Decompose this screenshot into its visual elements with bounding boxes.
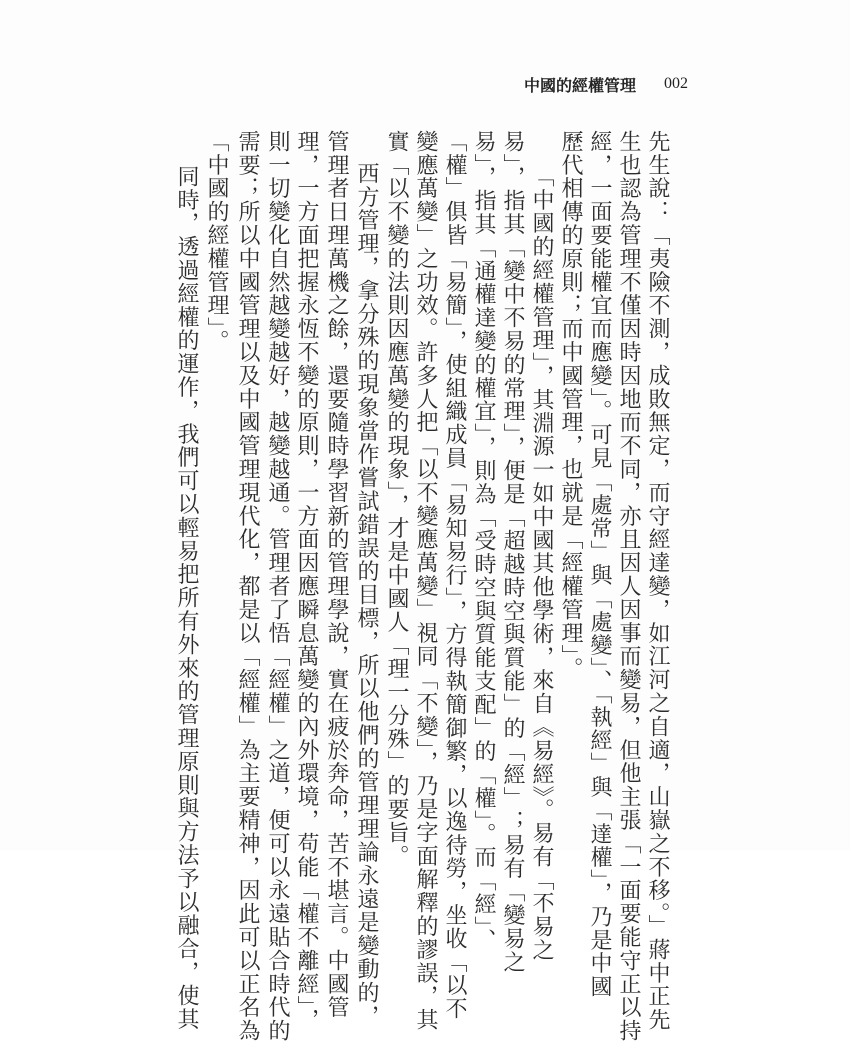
text-column: 需要；所以中國管理以及中國管理現代化，都是以「經權」為主要精神，因此可以正名為 <box>235 130 260 1043</box>
running-head-title: 中國的經權管理 <box>523 75 636 95</box>
text-column: 經，一面要能權宜而應變」。可見「處常」與「處變」、「執經」與「達權」，乃是中國 <box>587 130 612 999</box>
text-column: 管理者日理萬機之餘，還要隨時學習新的管理學說，實在疲於奔命，苦不堪言。中國管 <box>324 130 349 1020</box>
text-column: 則一切變化自然越變越好，越變越通。管理者了悟「經權」之道，便可以永遠貼合時代的 <box>265 130 290 1043</box>
page-number: 002 <box>664 75 688 92</box>
text-column: 歷代相傳的原則；而中國管理，也就是「經權管理」。 <box>558 130 583 681</box>
text-column: 變應萬變」之功效。許多人把「以不變應萬變」視同「不變」，乃是字面解釋的謬誤，其 <box>413 130 438 1032</box>
text-column: 「權」俱皆「易簡」，使組織成員「易知易行」，方得執簡御繁，以逸待勞，坐收「以不 <box>442 130 467 1021</box>
text-column: 理，一方面把握永恆不變的原則，一方面因應瞬息萬變的內外環境，苟能「權不離經」， <box>294 130 319 1032</box>
text-column: 「中國的經權管理」，其淵源一如中國其他學術，來自《易經》。易有「不易之 <box>529 165 554 962</box>
text-column: 實「以不變的法則因應萬變的現象」，才是中國人「理一分殊」的要旨。 <box>384 130 409 868</box>
text-column: 生也認為管理不僅因時因地而不同，亦且因人因事而變易，但他主張「一面要能守正以持 <box>616 130 641 1043</box>
text-column: 先生說：「夷險不測，成敗無定，而守經達變，如江河之自適，山嶽之不移。」蔣中正先 <box>645 130 670 1032</box>
text-column: 同時，透過經權的運作，我們可以輕易把所有外來的管理原則與方法予以融合，使其 <box>174 165 199 1031</box>
text-column: 西方管理，拿分殊的現象當作嘗試錯誤的目標，所以他們的管理理論永遠是變動的， <box>354 162 379 1028</box>
text-column: 易」，指其「變中不易的常理」，便是「超越時空與質能」的「經」；易有「變易之 <box>500 130 525 974</box>
text-column: 易」，指其「通權達變的權宜」，則為「受時空與質能支配」的「權」。而「經」、 <box>471 130 496 952</box>
text-column: 「中國的經權管理」。 <box>204 130 229 353</box>
